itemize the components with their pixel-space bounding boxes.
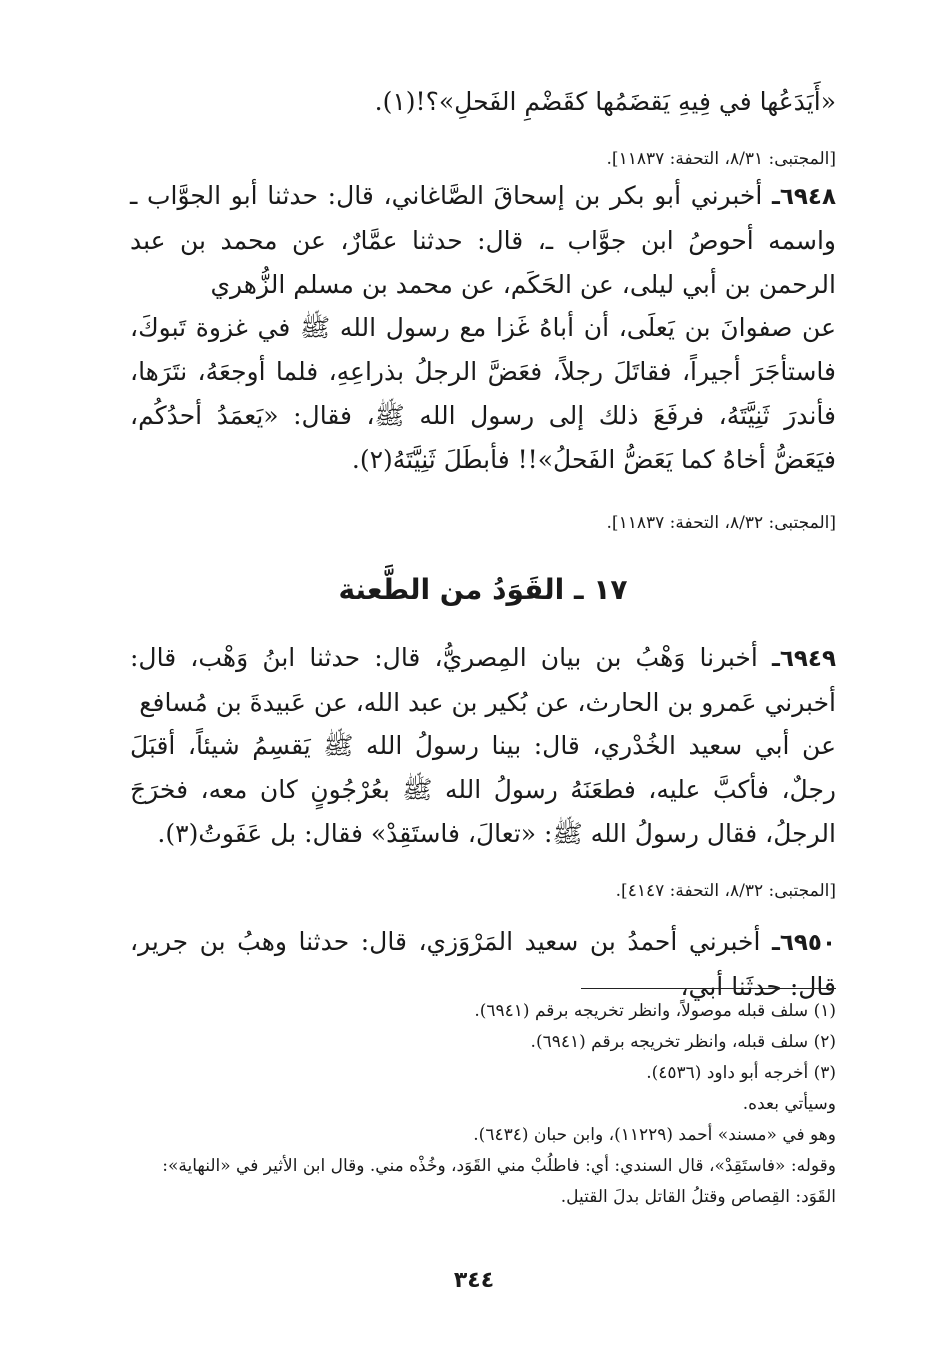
footnote-3: (٣) أخرجه أبو داود (٤٥٣٦).	[646, 1063, 836, 1083]
footnote-3-cont: وسيأتي بعده.	[742, 1094, 836, 1114]
hadith-6948-text: عن صفوانَ بن يَعلَى، أن أباهُ غَزا مع رسول الله ﷺ في غزوة تَبوكَ، فاستأجَرَ أجيراً، فقاتَلَ رجلاً، فعَضَّ الرجلُ بذراعِهِ، فلما أوجعَهُ، نتَرَها، فأندرَ ثَنِيَّتَهُ، فرفَعَ ذلك إلى رسول الله ﷺ، فقال: «يَعمَدُ أحدُكُم، فيَعَضُّ أخاهُ كما يَعَضُّ الفَحلُ»!! فأبطَلَ ثَنِيَّتَهُ(٢).	[130, 313, 836, 474]
reference-note: [المجتبى: ٨/٣٢، التحفة: ١١٨٣٧].	[606, 513, 836, 533]
hadith-6949-chain	[130, 636, 836, 725]
footnotes	[130, 996, 836, 1213]
hadith-6948-chain	[130, 174, 836, 307]
isnad-text: أخبرني أبو بكر بن إسحاقَ الصَّاغاني، قال: حدثنا أبو الجوَّاب ـ واسمه أحوصُ ابن جوَّاب ـ، قال: حدثنا عمَّارٌ، عن محمد بن عبد الرحمن بن أبي ليلى، عن الحَكَم، عن محمد بن مسلم الزُّهري	[130, 181, 836, 299]
footnote-3-cont: وهو في «مسند» أحمد (١١٢٢٩)، وابن حبان (٦٤٣٤).	[473, 1125, 836, 1145]
hadith-number: ٦٩٤٩ـ	[771, 646, 837, 672]
chapter-title: ١٧ ـ القَوَدُ من الطَّعنة	[338, 573, 628, 606]
footnote-3-cont: وقوله: «فاستَقِدْ»، قال السندي: أي: فاطلُبْ مني القَوَد، وخُذْه مني. وقال ابن الأثير في «النهاية»: القَوَد: القِصاص وقتلُ القاتل بدلَ القتيل.	[162, 1156, 836, 1207]
footnote-1: (١) سلف قبله موصولاً، وانظر تخريجه برقم (٦٩٤١).	[474, 1001, 836, 1021]
footnote-divider	[581, 988, 836, 989]
footnote-2: (٢) سلف قبله، وانظر تخريجه برقم (٦٩٤١).	[530, 1032, 836, 1052]
hadith-number: ٦٩٤٨ـ	[771, 184, 836, 210]
hadith-6949-text: عن أبي سعيد الخُدْري، قال: بينا رسولُ الله ﷺ يَقسِمُ شيئاً، أقبَلَ رجلٌ، فأكبَّ عليه، فطعَنَهُ رسولُ الله ﷺ بعُرْجُونٍ كان معه، فخرَجَ الرجلُ، فقال رسولُ الله ﷺ: «تعالَ، فاستَقِدْ» فقال: بل عَفَوتُ(٣).	[130, 731, 836, 848]
reference-note: [المجتبى: ٨/٣٢، التحفة: ٤١٤٧].	[615, 881, 836, 901]
page-number: ٣٤٤	[453, 1268, 495, 1293]
hadith-number: ٦٩٥٠ـ	[771, 930, 837, 956]
hadith-ending: «أَيَدَعُها في فِيهِ يَقضَمُها كقَضْمِ الفَحلِ»؟!(١).	[374, 87, 836, 116]
reference-note: [المجتبى: ٨/٣١، التحفة: ١١٨٣٧].	[606, 149, 836, 169]
isnad-text: أخبرنا وَهْبُ بن بيان المِصريُّ، قال: حدثنا ابنُ وَهْب، قال: أخبرني عَمرو بن الحارث، عن بُكير بن عبد الله، عن عَبيدةَ بن مُسافع	[130, 643, 836, 717]
isnad-text: أخبرني أحمدُ بن سعيد المَرْوَزي، قال: حدثنا وهبُ بن جرير، قال: حدثَنا أبي،	[130, 927, 836, 1001]
